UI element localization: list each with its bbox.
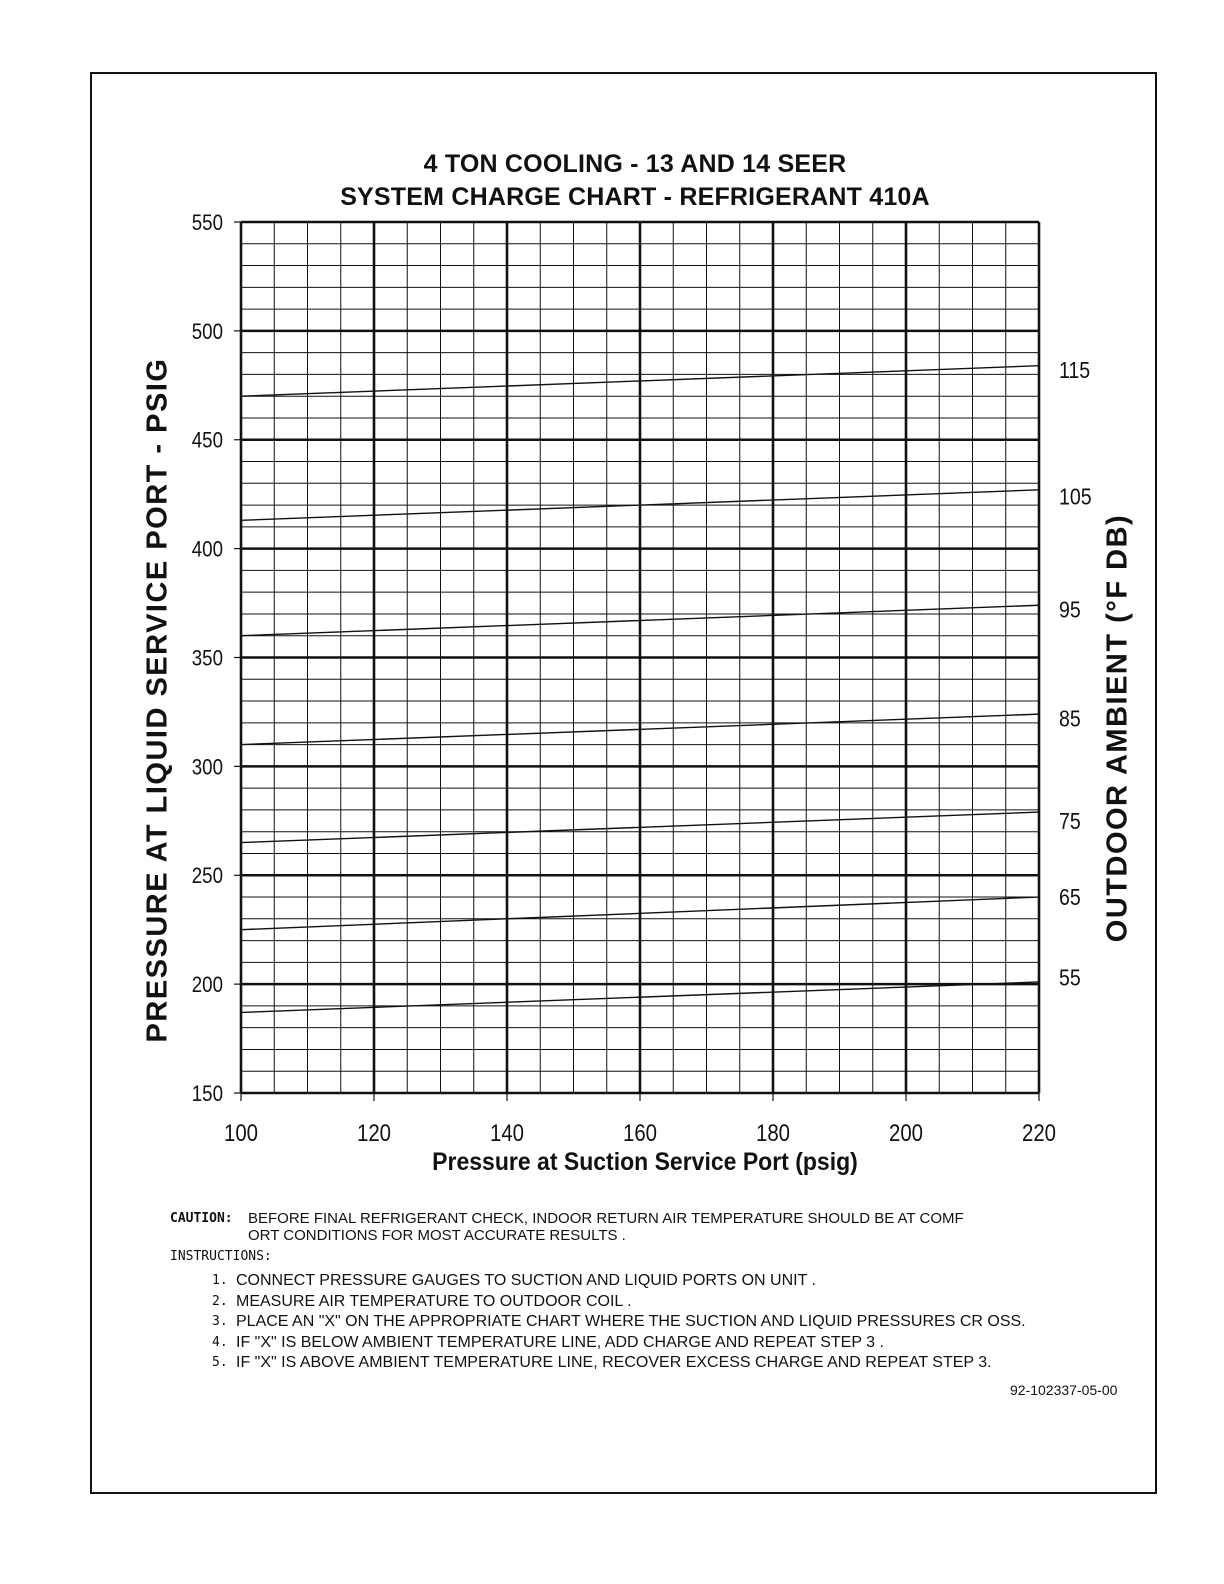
y-tick-label: 500 bbox=[191, 320, 223, 345]
y-tick-label: 550 bbox=[191, 211, 223, 236]
y-tick-label: 250 bbox=[191, 864, 223, 889]
y-tick-label: 150 bbox=[191, 1082, 223, 1107]
y-tick-label: 450 bbox=[191, 429, 223, 454]
step-text: MEASURE AIR TEMPERATURE TO OUTDOOR COIL . bbox=[236, 1292, 632, 1310]
ambient-label-95: 95 bbox=[1059, 597, 1081, 623]
ambient-label-75: 75 bbox=[1059, 808, 1081, 835]
step-text: IF "X" IS BELOW AMBIENT TEMPERATURE LINE, ADD CHARGE AND REPEAT STEP 3 . bbox=[236, 1333, 884, 1351]
x-tick-label: 220 bbox=[1021, 1119, 1057, 1147]
chart-subtitle: SYSTEM CHARGE CHART - REFRIGERANT 410A bbox=[340, 183, 930, 211]
x-tick-label: 160 bbox=[622, 1119, 658, 1147]
secondary-axis-label: OUTDOOR AMBIENT (°F DB) bbox=[1101, 513, 1134, 943]
caution-text: BEFORE FINAL REFRIGERANT CHECK, INDOOR RETURN AIR TEMPERATURE SHOULD BE AT COMF ORT CONDITIONS FOR MOST ACCURATE RESULTS . bbox=[248, 1210, 964, 1244]
instructions-label: INSTRUCTIONS: bbox=[170, 1249, 272, 1264]
y-tick-label: 200 bbox=[191, 973, 223, 998]
chart-title: 4 TON COOLING - 13 AND 14 SEER bbox=[423, 150, 847, 178]
step-number: 4. bbox=[212, 1334, 228, 1350]
instruction-step bbox=[212, 1353, 1026, 1374]
y-axis-label: PRESSURE AT LIQUID SERVICE PORT - PSIG bbox=[141, 357, 174, 1043]
x-tick-label: 120 bbox=[356, 1119, 392, 1147]
x-tick-label: 100 bbox=[223, 1119, 259, 1147]
x-tick-label: 200 bbox=[888, 1119, 924, 1147]
x-tick-label: 140 bbox=[489, 1119, 525, 1147]
ambient-label-115: 115 bbox=[1059, 357, 1091, 384]
caution-label: CAUTION: bbox=[170, 1211, 233, 1226]
step-number: 2. bbox=[212, 1293, 228, 1309]
instruction-step bbox=[212, 1312, 1026, 1333]
instruction-step bbox=[212, 1271, 1026, 1292]
ambient-label-105: 105 bbox=[1059, 483, 1092, 510]
instruction-step bbox=[212, 1333, 1026, 1354]
ambient-label-85: 85 bbox=[1059, 705, 1081, 732]
document-number: 92-102337-05-00 bbox=[1010, 1382, 1118, 1398]
y-tick-label: 300 bbox=[191, 756, 223, 780]
ambient-label-65: 65 bbox=[1059, 884, 1081, 911]
step-number: 1. bbox=[212, 1273, 228, 1288]
step-text: PLACE AN "X" ON THE APPROPRIATE CHART WHERE THE SUCTION AND LIQUID PRESSURES CR OSS. bbox=[236, 1313, 1026, 1330]
x-tick-label: 180 bbox=[755, 1119, 791, 1147]
instruction-step bbox=[212, 1292, 1026, 1313]
step-number: 3. bbox=[212, 1314, 228, 1329]
y-tick-label: 400 bbox=[191, 538, 223, 563]
step-text: CONNECT PRESSURE GAUGES TO SUCTION AND LIQUID PORTS ON UNIT . bbox=[236, 1272, 816, 1289]
ambient-label-55: 55 bbox=[1059, 965, 1081, 991]
x-axis-label: Pressure at Suction Service Port (psig) bbox=[432, 1148, 858, 1176]
step-text: IF "X" IS ABOVE AMBIENT TEMPERATURE LINE, RECOVER EXCESS CHARGE AND REPEAT STEP 3. bbox=[236, 1354, 992, 1371]
step-number: 5. bbox=[212, 1355, 228, 1370]
caution-row bbox=[170, 1210, 1026, 1244]
notes-section bbox=[170, 1210, 1026, 1374]
y-tick-label: 350 bbox=[191, 647, 223, 671]
instruction-steps bbox=[212, 1271, 1026, 1374]
